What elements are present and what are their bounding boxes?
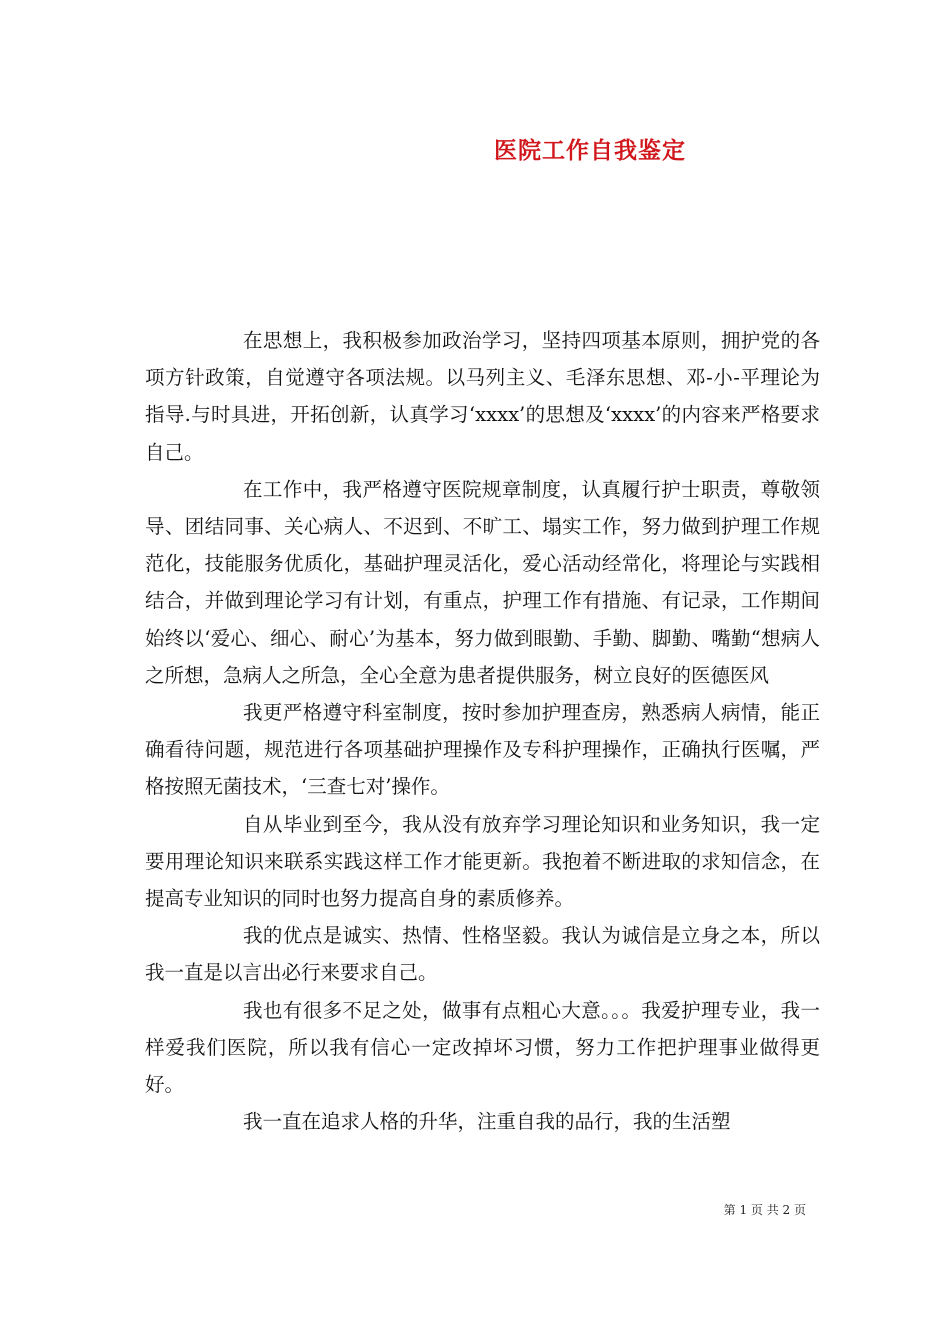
paragraph-6: 我也有很多不足之处，做事有点粗心大意。。。我爱护理专业，我一样爱我们医院，所以我有信心一定改掉坏习惯，努力工作把护理事业做得更好。: [145, 998, 820, 1097]
document-body: [145, 322, 820, 1140]
paragraph-4: 自从毕业到至今，我从没有放弃学习理论知识和业务知识，我一定要用理论知识来联系实践这样工作才能更新。我抱着不断进取的求知信念，在提高专业知识的同时也努力提高自身的素质修养。: [145, 812, 820, 911]
paragraph-7: 我一直在追求人格的升华，注重自我的品行，我的生活塑: [243, 1110, 731, 1134]
document-title: 医院工作自我鉴定: [494, 138, 686, 164]
paragraph-1: 在思想上，我积极参加政治学习，坚持四项基本原则，拥护党的各项方针政策，自觉遵守各项法规。以马列主义、毛泽东思想、邓-小-平理论为指导.与时具进，开拓创新，认真学习‘xxxx’的思想及‘xxxx’的内容来严格要求自己。: [145, 329, 820, 464]
paragraph-3: 我更严格遵守科室制度，按时参加护理查房，熟悉病人病情，能正确看待问题，规范进行各项基础护理操作及专科护理操作，正确执行医嘱，严格按照无菌技术，‘三查七对’操作。: [145, 701, 820, 799]
paragraph-5: 我的优点是诚实、热情、性格坚毅。我认为诚信是立身之本，所以我一直是以言出必行来要求自己。: [145, 924, 820, 985]
page-number-footer: 第 1 页 共 2 页: [723, 1203, 806, 1217]
paragraph-2: 在工作中，我严格遵守医院规章制度，认真履行护士职责，尊敬领导、团结同事、关心病人、不迟到、不旷工、塌实工作，努力做到护理工作规范化，技能服务优质化，基础护理灵活化，爱心活动经常化，将理论与实践相结合，并做到理论学习有计划，有重点，护理工作有措施、有记录，工作期间始终以‘爱心、细心、耐心’为基本，努力做到眼勤、手勤、脚勤、嘴勤“想病人之所想，急病人之所急，全心全意为患者提供服务，树立良好的医德医风: [145, 477, 820, 687]
